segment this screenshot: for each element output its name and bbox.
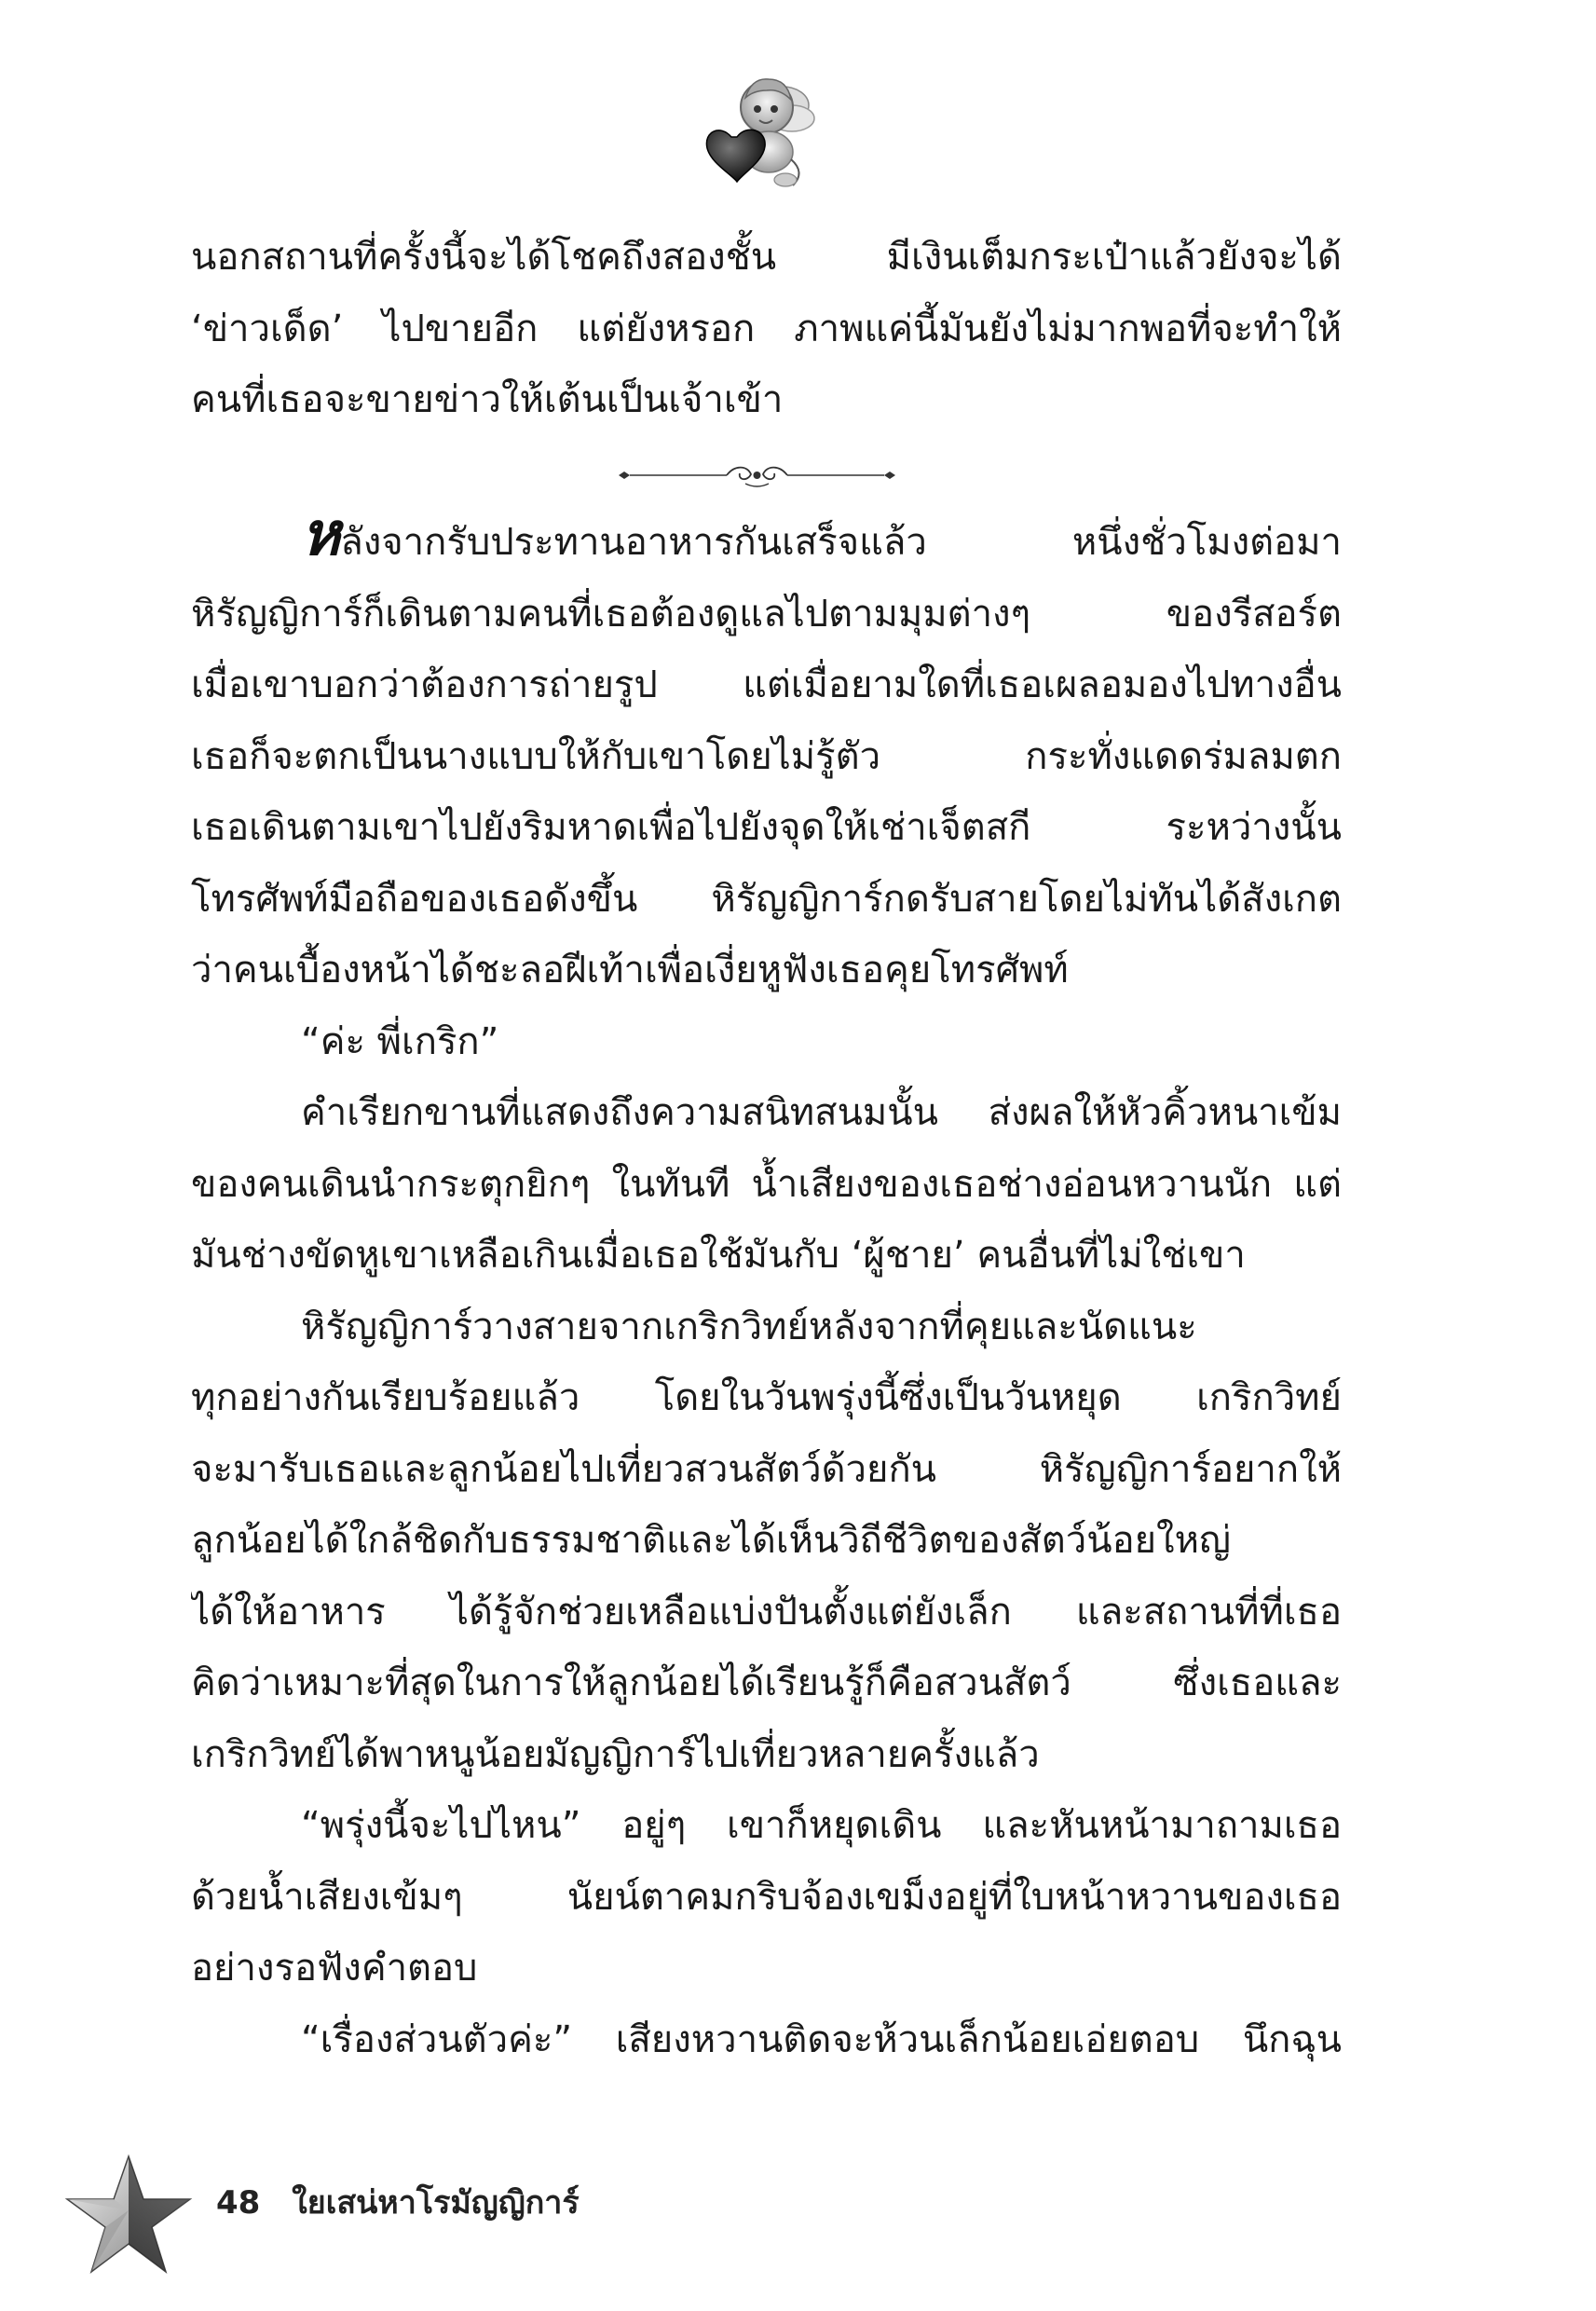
text-line: ทุกอย่างกันเรียบร้อยแล้ว โดยในวันพรุ่งนี้ซึ่งเป็นวันหยุด เกริกวิทย์: [191, 1376, 1342, 1419]
text-line: หิรัญญิการ์ก็เดินตามคนที่เธอต้องดูแลไปตามมุมต่างๆ ของรีสอร์ต: [191, 592, 1342, 636]
main-paragraphs: [191, 507, 1342, 2075]
text-line: “ค่ะ พี่เกริก”: [301, 1019, 499, 1063]
text-line: เธอเดินตามเขาไปยังริมหาดเพื่อไปยังจุดให้เช่าเจ็ตสกี ระหว่างนั้น: [191, 806, 1342, 849]
text-line: คำเรียกขานที่แสดงถึงความสนิทสนมนั้น ส่งผลให้หัวคิ้วหนาเข้ม: [301, 1091, 1342, 1134]
body-lines: [191, 579, 1342, 2076]
text-line: เกริกวิทย์ได้พาหนูน้อยมัญญิการ์ไปเที่ยวหลายครั้งแล้ว: [191, 1732, 1040, 1776]
page-footer: [216, 2177, 580, 2227]
top-paragraph: [191, 222, 1342, 436]
star-icon: [63, 2153, 194, 2278]
scroll-divider-icon: [615, 461, 899, 489]
text-line: ลูกน้อยได้ใกล้ชิดกับธรรมชาติและได้เห็นวิถีชีวิตของสัตว์น้อยใหญ่: [191, 1519, 1232, 1562]
text-line: คนที่เธอจะขายข่าวให้เต้นเป็นเจ้าเข้า: [191, 378, 784, 421]
text-line: นอกสถานที่ครั้งนี้จะได้โชคถึงสองชั้น มีเงินเต็มกระเป๋าแล้วยังจะได้: [191, 236, 1342, 279]
text-line: ได้ให้อาหาร ได้รู้จักช่วยเหลือแบ่งปันตั้งแต่ยังเล็ก และสถานที่ที่เธอ: [191, 1590, 1342, 1634]
text-line: ว่าคนเบื้องหน้าได้ชะลอฝีเท้าเพื่อเงี่ยหูฟังเธอคุยโทรศัพท์: [191, 949, 1069, 991]
text-line: อย่างรอฟังคำตอบ: [191, 1947, 478, 1990]
book-title: ใยเสน่หาโรมัญญิการ์: [292, 2184, 580, 2222]
text-line: ของคนเดินนำกระตุกยิกๆ ในทันที น้ำเสียงของเธอช่างอ่อนหวานนัก แต่: [191, 1162, 1342, 1206]
text-line: “พรุ่งนี้จะไปไหน” อยู่ๆ เขาก็หยุดเดิน และหันหน้ามาถามเธอ: [301, 1804, 1342, 1847]
text-line: คิดว่าเหมาะที่สุดในการให้ลูกน้อยได้เรียนรู้ก็คือสวนสัตว์ ซึ่งเธอและ: [191, 1661, 1342, 1704]
text-line: เธอก็จะตกเป็นนางแบบให้กับเขาโดยไม่รู้ตัว กระทั่งแดดร่มลมตก: [191, 734, 1342, 778]
text-line: “เรื่องส่วนตัวค่ะ” เสียงหวานติดจะห้วนเล็กน้อยเอ่ยตอบ นึกฉุน: [301, 2017, 1342, 2061]
text-line: โทรศัพท์มือถือของเธอดังขึ้น หิรัญญิการ์กดรับสายโดยไม่ทันได้สังเกต: [191, 877, 1342, 921]
first-line-text: ลังจากรับประทานอาหารกันเสร็จแล้ว หนึ่งชั่วโมงต่อมา: [340, 521, 1342, 564]
text-line: หิรัญญิการ์วางสายจากเกริกวิทย์หลังจากที่คุยและนัดแนะ: [301, 1305, 1197, 1348]
text-line: จะมารับเธอและลูกน้อยไปเที่ยวสวนสัตว์ด้วยกัน หิรัญญิการ์อยากให้: [191, 1447, 1342, 1491]
text-line: ‘ข่าวเด็ด’ ไปขายอีก แต่ยังหรอก ภาพแค่นี้มันยังไม่มากพอที่จะทำให้: [191, 307, 1342, 350]
text-line-first: [191, 507, 1342, 579]
drop-cap: ห: [301, 507, 341, 569]
text-line: ด้วยน้ำเสียงเข้มๆ นัยน์ตาคมกริบจ้องเขม็งอยู่ที่ใบหน้าหวานของเธอ: [191, 1875, 1342, 1919]
text-line: เมื่อเขาบอกว่าต้องการถ่ายรูป แต่เมื่อยามใดที่เธอเผลอมองไปทางอื่น: [191, 663, 1342, 706]
page-number: 48: [216, 2184, 261, 2222]
cherub-heart-icon: [694, 70, 820, 191]
text-line: มันช่างขัดหูเขาเหลือเกินเมื่อเธอใช้มันกับ ‘ผู้ชาย’ คนอื่นที่ไม่ใช่เขา: [191, 1234, 1246, 1277]
